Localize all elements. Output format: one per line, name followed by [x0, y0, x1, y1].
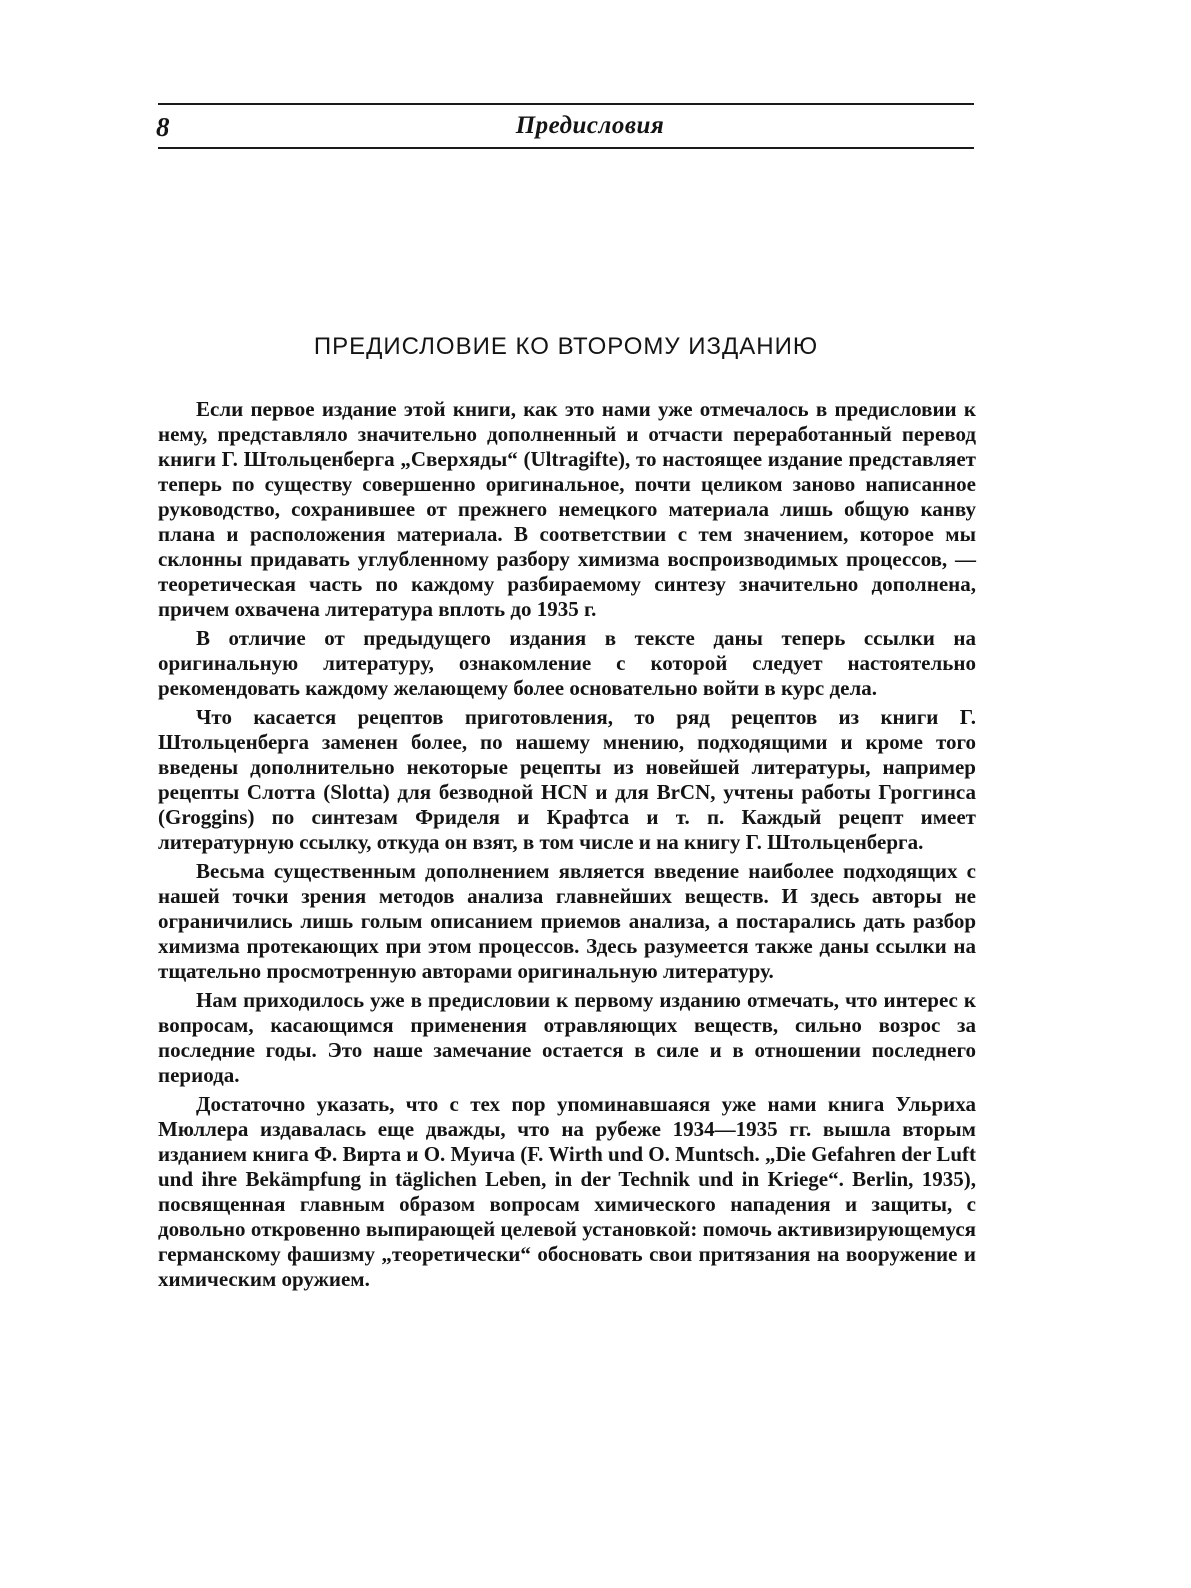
header-bottom-rule	[158, 147, 974, 149]
paragraph: В отличие от предыдущего издания в тексте даны теперь ссылки на оригинальную литературу, ознакомление с которой следует настоятельно рекомендовать каждому желающему более основательно войти в курс дела.	[158, 626, 976, 700]
paragraph: Весьма существенным дополнением является введение наиболее подходящих с нашей точки зрения методов анализа главнейших веществ. И здесь авторы не ограничились лишь голым описанием приемов анализа, а постарались дать разбор химизма протекающих при этом процессов. Здесь разумеется также даны ссылки на тщательно просмотренную авторами оригинальную литературу.	[158, 859, 976, 983]
paragraph: Если первое издание этой книги, как это нами уже отмечалось в предисловии к нему, представляло значительно дополненный и отчасти переработанный перевод книги Г. Штольценберга „Сверхяды“ (Ultragifte), то настоящее издание представляет теперь по существу совершенно оригинальное, почти целиком заново написанное руководство, сохранившее от прежнего немецкого материала лишь общую канву плана и расположения материала. В соответствии с тем значением, которое мы склонны придавать углубленному разбору химизма воспроизводимых процессов, — теоретическая часть по каждому разбираемому синтезу значительно дополнена, причем охвачена литература вплоть до 1935 г.	[158, 397, 976, 621]
header-top-rule	[158, 103, 974, 105]
body-text	[158, 397, 976, 1292]
running-title: Предисловия	[515, 112, 665, 139]
paragraph: Что касается рецептов приготовления, то ряд рецептов из книги Г. Штольценберга заменен более, по нашему мнению, подходящими и кроме того введены дополнительно некоторые рецепты из новейшей литературы, например рецепты Слотта (Slotta) для безводной HCN и для BrCN, учтены работы Гроггинса (Groggins) по синтезам Фриделя и Крафтса и т. п. Каждый рецепт имеет литературную ссылку, откуда он взят, в том числе и на книгу Г. Штольценберга.	[158, 705, 976, 854]
page-number: 8	[156, 112, 170, 142]
paragraph: Достаточно указать, что с тех пор упоминавшаяся уже нами книга Ульриха Мюллера издавалась еще дважды, что на рубеже 1934—1935 гг. вышла вторым изданием книга Ф. Вирта и О. Муича (F. Wirth und O. Muntsch. „Die Gefahren der Luft und ihre Bekämpfung in täglichen Leben, in der Technik und in Kriege“. Berlin, 1935), посвященная главным образом вопросам химического нападения и защиты, с довольно откровенно выпирающей целевой установкой: помочь активизирующемуся германскому фашизму „теоретически“ обосновать свои притязания на вооружение и химическим оружием.	[158, 1092, 976, 1291]
section-title: ПРЕДИСЛОВИЕ КО ВТОРОМУ ИЗДАНИЮ	[313, 333, 819, 360]
paragraph: Нам приходилось уже в предисловии к первому изданию отмечать, что интерес к вопросам, касающимся применения отравляющих веществ, сильно возрос за последние годы. Это наше замечание остается в силе и в отношении последнего периода.	[158, 988, 976, 1087]
